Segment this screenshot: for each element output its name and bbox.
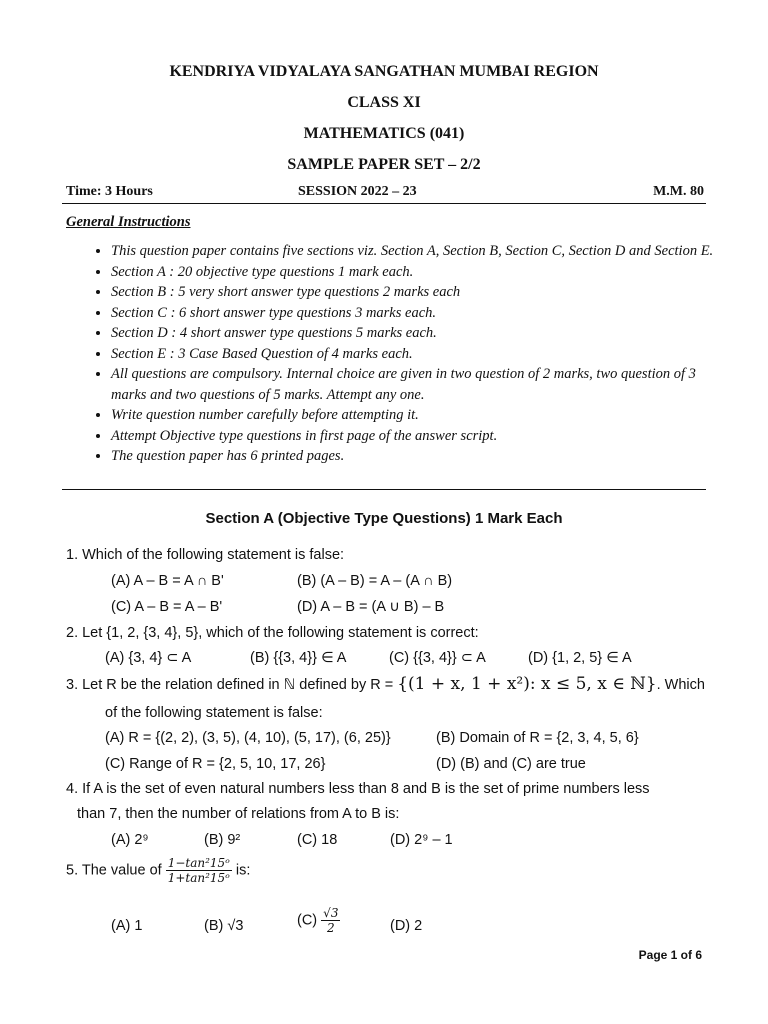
instruction-item: • Section D : 4 short answer type questions 5 marks each.	[111, 323, 731, 344]
q1-option-a: (A) A – B = A ∩ B'	[111, 573, 224, 589]
q5-option-b: (B) √3	[204, 918, 244, 934]
instructions-divider	[62, 489, 706, 490]
paper-set-title: SAMPLE PAPER SET – 2/2	[287, 156, 481, 173]
q4-option-d: (D) 2⁹ – 1	[390, 832, 453, 848]
q4-option-c: (C) 18	[297, 832, 338, 848]
general-instructions-heading: General Instructions	[66, 214, 191, 230]
q3-stem-continued: of the following statement is false:	[105, 705, 323, 721]
q3-stem-post: . Which	[656, 677, 705, 693]
q5-option-a: (A) 1	[111, 918, 143, 934]
q1-option-c: (C) A – B = A – B'	[111, 599, 223, 615]
q5-option-d: (D) 2	[390, 918, 423, 934]
q4-option-a: (A) 2⁹	[111, 832, 149, 848]
q3-option-c: (C) Range of R = {2, 5, 10, 17, 26}	[105, 756, 326, 772]
q3-option-d: (D) (B) and (C) are true	[436, 756, 586, 772]
instruction-item: • Section B : 5 very short answer type questions 2 marks each	[111, 282, 731, 303]
question-2-stem: 2. Let {1, 2, {3, 4}, 5}, which of the following statement is correct:	[66, 625, 479, 641]
max-marks-label: M.M. 80	[653, 184, 704, 199]
session-label: SESSION 2022 – 23	[298, 184, 417, 199]
q3-option-b: (B) Domain of R = {2, 3, 4, 5, 6}	[436, 730, 639, 746]
page-number: Page 1 of 6	[638, 948, 702, 962]
q5-option-c	[297, 906, 340, 935]
question-3-stem	[66, 674, 705, 694]
q3-stem-pre: 3. Let R be the relation defined in ℕ defined by R =	[66, 677, 398, 693]
q5-fraction-numerator: 1−tan²15ᵒ	[167, 856, 230, 870]
q3-option-a: (A) R = {(2, 2), (3, 5), (4, 10), (5, 17), (6, 25)}	[105, 730, 391, 746]
instructions-list	[84, 241, 731, 467]
q3-relation-set: {(1 + x, 1 + x²): x ≤ 5, x ∈ ℕ}	[397, 674, 657, 694]
q2-option-a: (A) {3, 4} ⊂ A	[105, 650, 192, 666]
question-4-stem-line1: 4. If A is the set of even natural numbers less than 8 and B is the set of prime numbers less	[66, 781, 650, 797]
q5-fraction	[166, 856, 232, 885]
school-title: KENDRIYA VIDYALAYA SANGATHAN MUMBAI REGION	[169, 63, 599, 80]
instruction-item: • Attempt Objective type questions in first page of the answer script.	[111, 426, 731, 447]
instruction-item: • Section C : 6 short answer type questions 3 marks each.	[111, 303, 731, 324]
q5-stem-post: is:	[235, 862, 251, 879]
question-5-stem	[66, 856, 250, 885]
q1-option-b: (B) (A – B) = A – (A ∩ B)	[297, 573, 453, 589]
q5-option-c-label: (C)	[297, 912, 318, 929]
q5-fraction-denominator: 1+tan²15ᵒ	[167, 871, 230, 885]
q2-option-b: (B) {{3, 4}} ∈ A	[250, 650, 347, 666]
q4-option-b: (B) 9²	[204, 832, 241, 848]
q5-option-c-numerator: √3	[323, 906, 339, 920]
q2-option-c: (C) {{3, 4}} ⊂ A	[389, 650, 486, 666]
q2-option-d: (D) {1, 2, 5} ∈ A	[528, 650, 632, 666]
q5-option-c-denominator: 2	[326, 921, 335, 935]
q5-stem-pre: 5. The value of	[66, 862, 162, 879]
class-title: CLASS XI	[347, 94, 421, 111]
question-1-stem: 1. Which of the following statement is false:	[66, 547, 345, 563]
instruction-item: • This question paper contains five sections viz. Section A, Section B, Section C, Section D and Section E.	[111, 241, 731, 262]
question-4-stem-line2: than 7, then the number of relations from A to B is:	[77, 806, 400, 822]
q1-option-d: (D) A – B = (A ∪ B) – B	[297, 599, 445, 615]
instruction-item: • Section A : 20 objective type questions 1 mark each.	[111, 262, 731, 283]
subject-title: MATHEMATICS (041)	[303, 125, 465, 142]
instruction-item: • The question paper has 6 printed pages.	[111, 446, 731, 467]
q5-option-c-fraction	[321, 906, 340, 935]
section-a-heading: Section A (Objective Type Questions) 1 Mark Each	[205, 510, 563, 527]
instruction-item: • Section E : 3 Case Based Question of 4 marks each.	[111, 344, 731, 365]
time-label: Time: 3 Hours	[66, 184, 153, 199]
instruction-item: • Write question number carefully before attempting it.	[111, 405, 731, 426]
header-divider	[62, 203, 706, 204]
instruction-item: • All questions are compulsory. Internal choice are given in two question of 2 marks, two question of 3 marks and two questions of 5 marks. Attempt any one.	[111, 364, 731, 405]
